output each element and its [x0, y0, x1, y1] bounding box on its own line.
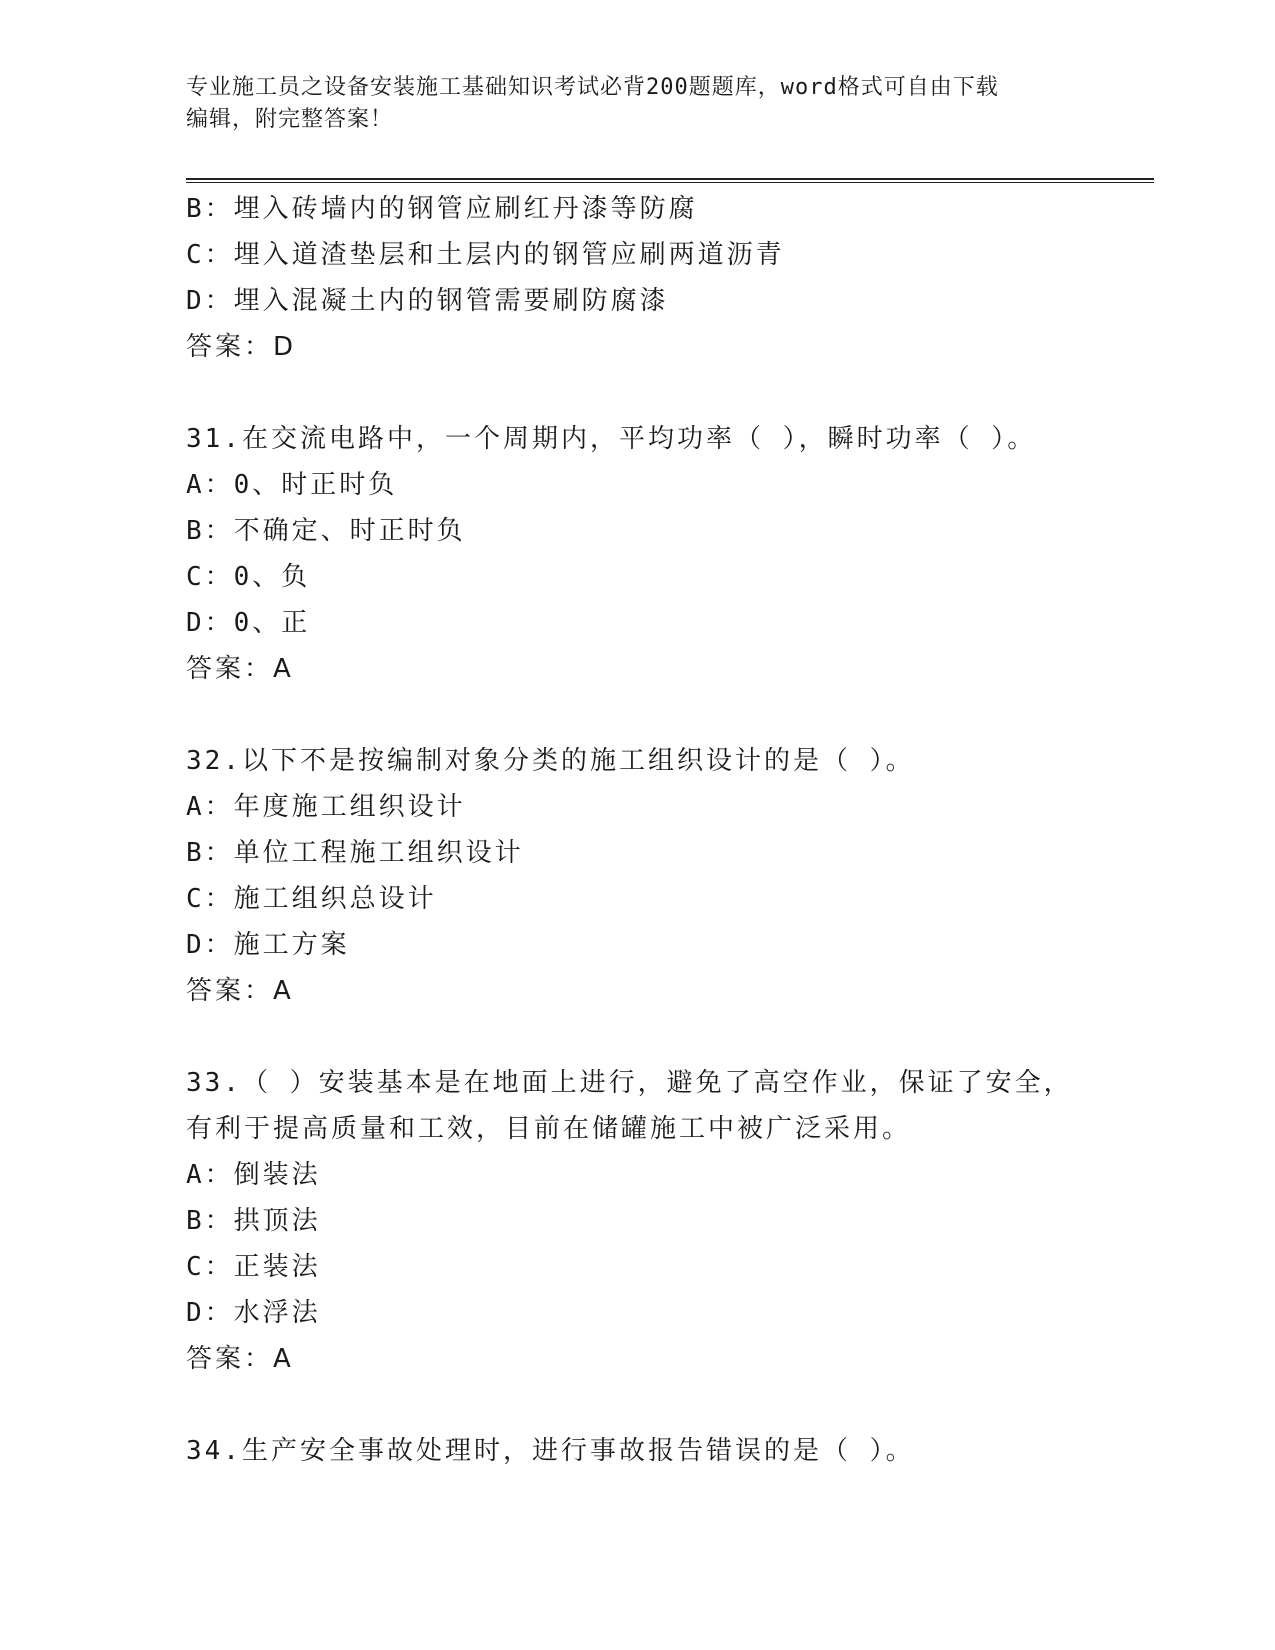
question-content — [186, 186, 1086, 1474]
answer-line: 答案：A — [186, 976, 294, 1006]
option-a: A：年度施工组织设计 — [186, 792, 466, 822]
option-b: B：不确定、时正时负 — [186, 516, 466, 546]
answer-line: 答案：A — [186, 654, 294, 684]
spacer — [186, 370, 1086, 416]
header-title-line-1: 专业施工员之设备安装施工基础知识考试必背200题题库，word格式可自由下载 — [186, 75, 999, 100]
option-c: C：正装法 — [186, 1252, 321, 1282]
spacer — [186, 1382, 1086, 1428]
option-d: D：水浮法 — [186, 1298, 321, 1328]
option-c: C：施工组织总设计 — [186, 884, 437, 914]
question-31 — [186, 416, 1086, 692]
option-c: C：0、负 — [186, 562, 311, 592]
header-divider-thin — [186, 182, 1154, 183]
question-stem: 34.生产安全事故处理时，进行事故报告错误的是（ ）。 — [186, 1436, 915, 1466]
question-stem-line-1: 33.（ ）安装基本是在地面上进行，避免了高空作业，保证了安全， — [186, 1068, 1073, 1098]
question-30-continued — [186, 186, 1086, 370]
question-34 — [186, 1428, 1086, 1474]
answer-line: 答案：D — [186, 332, 297, 362]
option-d: D：施工方案 — [186, 930, 350, 960]
question-stem: 31.在交流电路中，一个周期内，平均功率（ ），瞬时功率（ ）。 — [186, 424, 1037, 454]
question-32 — [186, 738, 1086, 1014]
option-b: B：埋入砖墙内的钢管应刷红丹漆等防腐 — [186, 194, 698, 224]
header-title-line-2: 编辑，附完整答案！ — [186, 107, 394, 132]
question-stem: 32.以下不是按编制对象分类的施工组织设计的是（ ）。 — [186, 746, 915, 776]
question-stem-line-2: 有利于提高质量和工效，目前在储罐施工中被广泛采用。 — [186, 1114, 912, 1144]
option-d: D：埋入混凝土内的钢管需要刷防腐漆 — [186, 286, 669, 316]
spacer — [186, 1014, 1086, 1060]
option-b: B：拱顶法 — [186, 1206, 321, 1236]
option-c: C：埋入道渣垫层和土层内的钢管应刷两道沥青 — [186, 240, 785, 270]
question-33 — [186, 1060, 1086, 1382]
spacer — [186, 692, 1086, 738]
header-divider-thick — [186, 178, 1154, 180]
answer-line: 答案：A — [186, 1344, 294, 1374]
option-d: D：0、正 — [186, 608, 311, 638]
option-a: A：0、时正时负 — [186, 470, 398, 500]
document-header — [186, 72, 1066, 136]
option-b: B：单位工程施工组织设计 — [186, 838, 524, 868]
option-a: A：倒装法 — [186, 1160, 321, 1190]
